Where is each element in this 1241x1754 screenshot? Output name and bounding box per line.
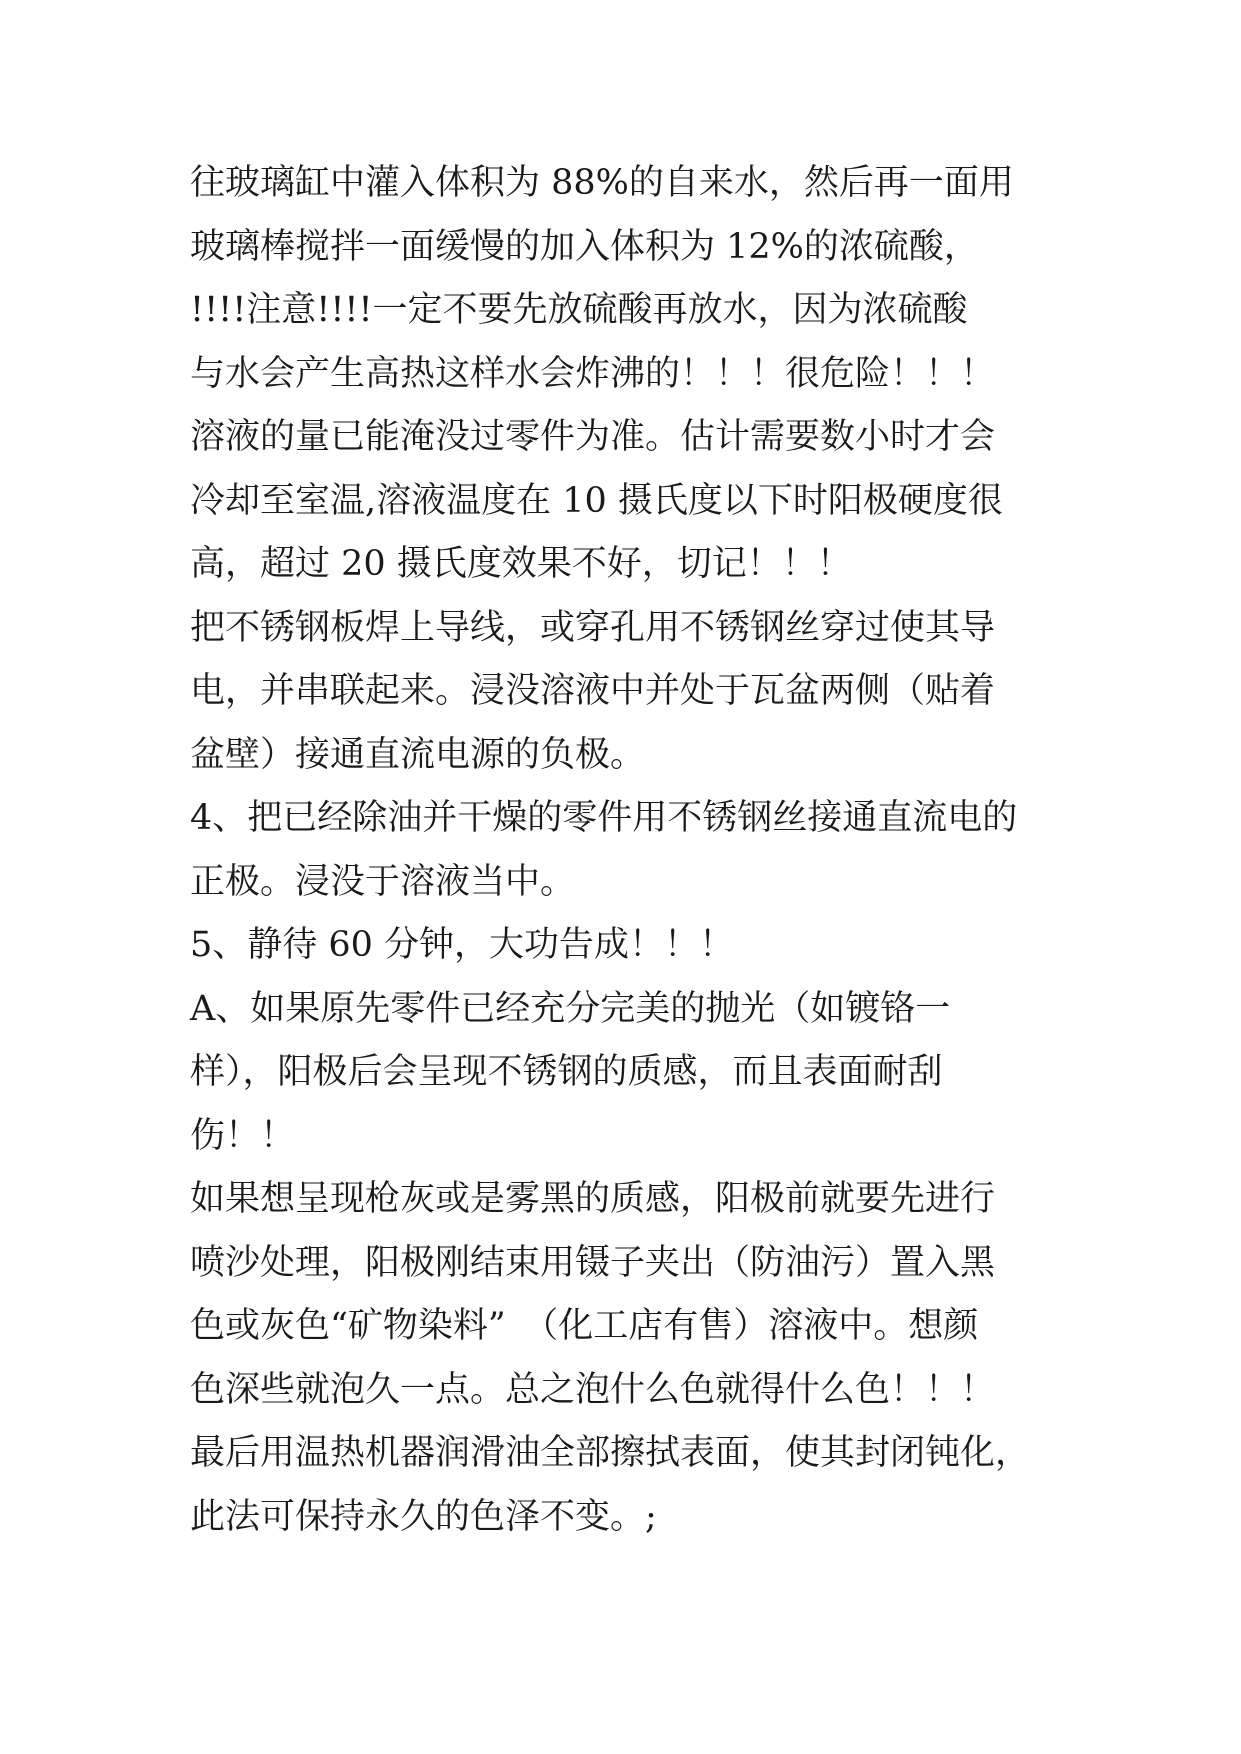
text-line: 溶液的量已能淹没过零件为准。估计需要数小时才会	[190, 417, 996, 457]
text-line: 与水会产生高热这样水会炸沸的！！！很危险！！！	[190, 353, 996, 394]
text-line: 色深些就泡久一点。总之泡什么色就得什么色！！！	[190, 1369, 996, 1410]
text-line: 此法可保持永久的色泽不变。;	[190, 1496, 657, 1537]
text-line: !!!!注意!!!!一定不要先放硫酸再放水，因为浓硫酸	[190, 290, 968, 330]
text-line: 喷沙处理，阳极刚结束用镊子夹出（防油污）置入黑	[190, 1242, 996, 1283]
text-line: 玻璃棒搅拌一面缓慢的加入体积为 12%的浓硫酸，	[190, 226, 979, 267]
text-line: 最后用温热机器润滑油全部擦拭表面，使其封闭钝化，	[190, 1433, 1031, 1473]
text-line: 冷却至室温,溶液温度在 10 摄氏度以下时阳极硬度很	[190, 480, 1003, 521]
text-line: A、如果原先零件已经充分完美的抛光（如镀铬一	[190, 988, 951, 1029]
text-line: 如果想呈现枪灰或是雾黑的质感，阳极前就要先进行	[190, 1179, 996, 1219]
text-line: 高，超过 20 摄氏度效果不好，切记！！！	[190, 544, 852, 584]
text-line: 把不锈钢板焊上导线，或穿孔用不锈钢丝穿过使其导	[190, 607, 996, 648]
text-line: 样），阳极后会呈现不锈钢的质感，而且表面耐刮	[190, 1052, 943, 1092]
text-line: 4、把已经除油并干燥的零件用不锈钢丝接通直流电的	[190, 798, 1018, 838]
text-line: 色或灰色“矿物染料” （化工店有售）溶液中。想颜	[190, 1306, 979, 1346]
text-line: 盆壁）接通直流电源的负极。	[190, 734, 646, 775]
document-body	[190, 152, 1060, 1549]
text-line: 正极。浸没于溶液当中。	[190, 861, 576, 902]
text-line: 伤！！	[190, 1115, 296, 1156]
text-line: 5、静待 60 分钟，大功告成！！！	[190, 925, 735, 965]
text-line: 电，并串联起来。浸没溶液中并处于瓦盆两侧（贴着	[190, 671, 996, 711]
text-line: 往玻璃缸中灌入体积为 88%的自来水，然后再一面用	[190, 163, 1014, 203]
